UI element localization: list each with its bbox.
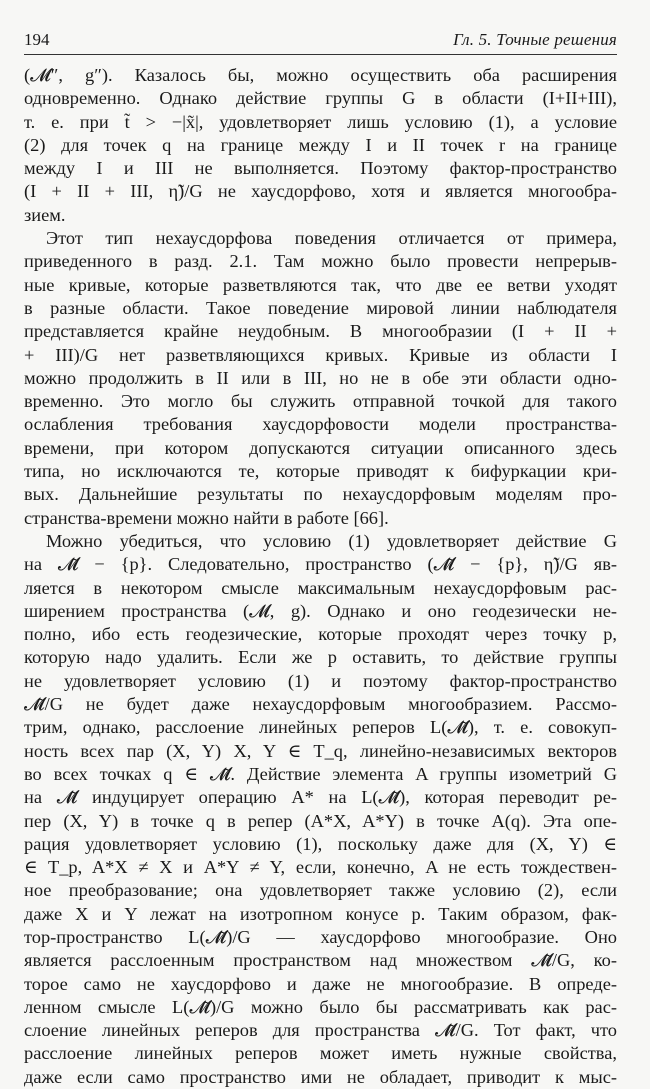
running-title: Гл. 5. Точные решения (453, 30, 617, 49)
text-line: между I и III не выполняется. Поэтому фактор-пространство (24, 158, 617, 179)
paragraph (24, 64, 617, 227)
page-header (24, 30, 617, 55)
text-line: тор-пространство L(𝓜̃)/G — хаусдорфово многообразие. Оно (24, 926, 617, 947)
text-line: + III)/G нет разветвляющихся кривых. Кривые из области I (24, 344, 617, 365)
text-line: зием. (24, 204, 66, 225)
text-line: на 𝓜̃ − {p}. Следовательно, пространство (𝓜̃ − {p}, η̃)/G яв- (24, 554, 617, 575)
text-line: торое само не хаусдорфово и даже не многообразие. В опреде- (24, 973, 617, 994)
text-line: (2) для точек q на границе между I и II точек r на границе (24, 134, 617, 155)
text-line: которую надо удалить. Если же p оставить, то действие группы (24, 647, 617, 668)
text-line: т. е. при t̃ > −|x̃|, удовлетворяет лишь условию (1), а условие (24, 111, 617, 132)
text-line: в разные области. Такое поведение мировой линии наблюдателя (24, 297, 617, 318)
text-line: приведенного в разд. 2.1. Там можно было провести непрерыв- (24, 251, 617, 272)
text-line: ность всех пар (X, Y) X, Y ∈ T_q, линейно-независимых векторов (24, 740, 617, 761)
text-line: (𝓜″, g″). Казалось бы, можно осуществить оба расширения (24, 65, 617, 85)
text-line: слоение линейных реперов для пространства 𝓜̃/G. Тот факт, что (24, 1020, 617, 1041)
text-line: 𝓜̃/G не будет даже нехаусдорфовым многообразием. Рассмо- (24, 694, 617, 715)
text-line: ляется в некотором смысле максимальным нехаусдорфовым рас- (24, 577, 617, 598)
text-line: можно продолжить в II или в III, но не в обе эти области одно- (24, 367, 617, 388)
text-line: Этот тип нехаусдорфова поведения отличается от примера, (46, 228, 617, 249)
paragraph (24, 530, 617, 1089)
text-line: вых. Дальнейшие результаты по нехаусдорфовым моделям про- (24, 484, 617, 505)
text-line: представляется крайне неудобным. В многообразии (I + II + (24, 321, 617, 342)
paragraph (24, 227, 617, 530)
text-line: не удовлетворяет условию (1) и поэтому фактор-пространство (24, 670, 617, 691)
body-text (24, 64, 617, 1089)
text-line: ные кривые, которые разветвляются так, что две ее ветви уходят (24, 274, 617, 295)
text-line: во всех точках q ∈ 𝓜̃. Действие элемента A группы изометрий G (24, 763, 617, 784)
text-line: временно. Это могло бы служить отправной точкой для такого (24, 391, 617, 412)
text-line: Можно убедиться, что условию (1) удовлетворяет действие G (46, 530, 617, 551)
text-line: ленном смысле L(𝓜̃)/G можно было бы рассматривать как рас- (24, 996, 617, 1017)
text-line: расслоение линейных реперов может иметь нужные свойства, (24, 1043, 617, 1064)
text-line: полно, ибо есть геодезические, которые проходят через точку p, (24, 624, 617, 645)
text-line: одновременно. Однако действие группы G в области (I+II+III), (24, 88, 617, 109)
text-line: типа, но исключаются те, которые приводят к бифуркации кри- (24, 461, 617, 482)
text-line: трим, однако, расслоение линейных реперов L(𝓜̃), т. е. совокуп- (24, 717, 617, 738)
text-line: даже если само пространство ими не обладает, приводит к мыс- (24, 1066, 617, 1087)
text-line: рация удовлетворяет условию (1), поскольку даже для (X, Y) ∈ (24, 833, 617, 854)
text-line: времени, при котором допускаются ситуации описанного здесь (24, 437, 617, 458)
text-line: даже X и Y лежат на изотропном конусе p. Таким образом, фак- (24, 903, 617, 924)
text-line: является расслоенным пространством над множеством 𝓜̃/G, ко- (24, 950, 617, 971)
text-line: пер (X, Y) в точке q в репер (A*X, A*Y) в точке A(q). Эта опе- (24, 810, 617, 831)
text-line: странства-времени можно найти в работе [66]. (24, 507, 389, 528)
text-line: на 𝓜̃ индуцирует операцию A* на L(𝓜̃), которая переводит ре- (24, 787, 617, 808)
text-line: ное преобразование; она удовлетворяет также условию (2), если (24, 880, 617, 901)
text-line: ширением пространства (𝓜, g). Однако и оно геодезически не- (24, 600, 617, 621)
page-number: 194 (24, 30, 50, 49)
text-line: ослабления требования хаусдорфовости модели пространства- (24, 414, 617, 435)
text-line: ∈ T_p, A*X ≠ X и A*Y ≠ Y, если, конечно, A не есть тождествен- (24, 857, 617, 878)
text-line: (I + II + III, η̃)/G не хаусдорфово, хотя и является многообра- (24, 181, 617, 202)
